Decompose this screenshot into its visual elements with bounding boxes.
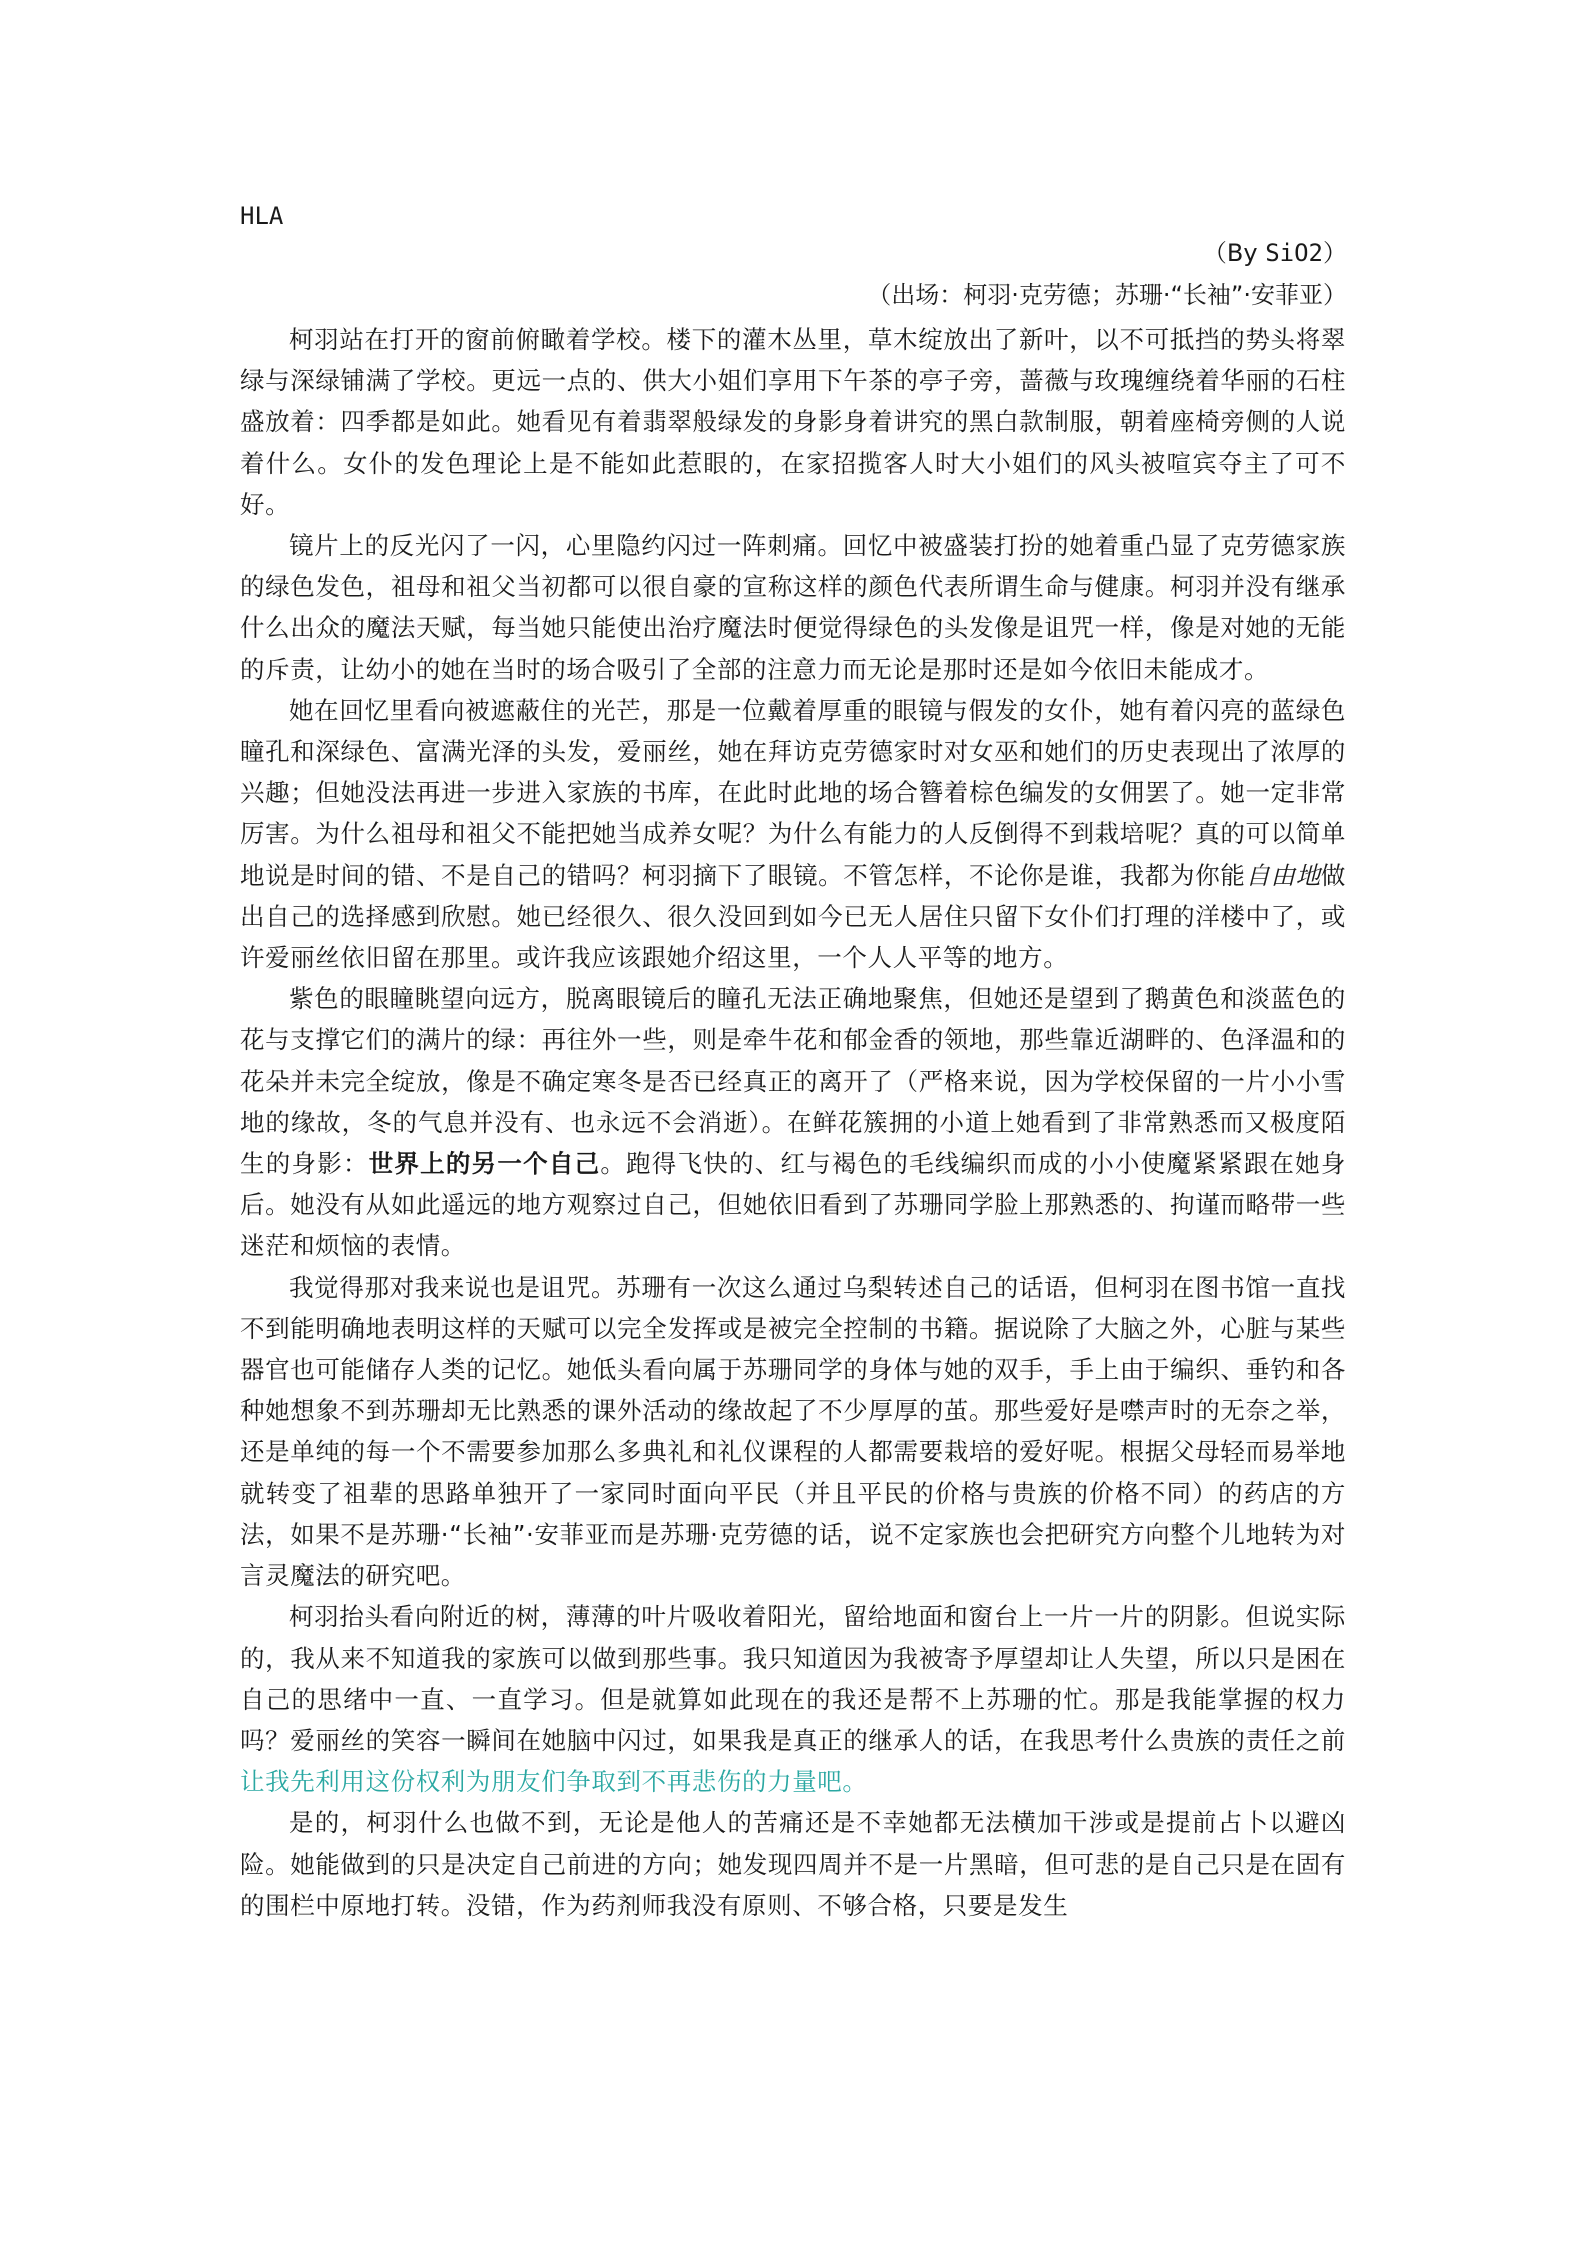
paragraph-1: 柯羽站在打开的窗前俯瞰着学校。楼下的灌木丛里，草木绽放出了新叶，以不可抵挡的势头将翠绿与深绿铺满了学校。更远一点的、供大小姐们享用下午茶的亭子旁，蔷薇与玫瑰缠绕着华丽的石柱盛放着：四季都是如此。她看见有着翡翠般绿发的身影身着讲究的黑白款制服，朝着座椅旁侧的人说着什么。女仆的发色理论上是不能如此惹眼的，在家招揽客人时大小姐们的风头被喧宾夺主了可不好。 <box>240 325 1346 519</box>
paragraph-4-text-before: 紫色的眼瞳眺望向远方，脱离眼镜后的瞳孔无法正确地聚焦，但她还是望到了鹅黄色和淡蓝色的花与支撑它们的满片的绿：再往外一些，则是牵牛花和郁金香的领地，那些靠近湖畔的、色泽温和的花朵并未完全绽放，像是不确定寒冬是否已经真正的离开了（严格来说，因为学校保留的一片小小雪地的缘故，冬的气息并没有、也永远不会消逝）。在鲜花簇拥的小道上她看到了非常熟悉而又极度陌生的身影： <box>240 984 1346 1179</box>
byline-close: ） <box>1323 239 1347 267</box>
paragraph-6 <box>240 1596 1346 1802</box>
document-title: HLA <box>240 202 284 230</box>
story-body <box>240 319 1346 1926</box>
paragraph-3-text-before: 她在回忆里看向被遮蔽住的光芒，那是一位戴着厚重的眼镜与假发的女仆，她有着闪亮的蓝绿色瞳孔和深绿色、富满光泽的头发，爱丽丝，她在拜访克劳德家时对女巫和她们的历史表现出了浓厚的兴趣；但她没法再进一步进入家族的书库，在此时此地的场合簪着棕色编发的女佣罢了。她一定非常厉害。为什么祖母和祖父不能把她当成养女呢？为什么有能力的人反倒得不到栽培呢？真的可以简单地说是时间的错、不是自己的错吗？柯羽摘下了眼镜。不管怎样，不论你是谁，我都为你能 <box>240 695 1346 890</box>
paragraph-3 <box>240 690 1346 978</box>
paragraph-4-bold-phrase: 世界上的另一个自己 <box>368 1149 601 1179</box>
paragraph-3-italic-phrase: 自由地 <box>1245 860 1321 890</box>
paragraph-5: 我觉得那对我来说也是诅咒。苏珊有一次这么通过乌梨转述自己的话语，但柯羽在图书馆一直找不到能明确地表明这样的天赋可以完全发挥或是被完全控制的书籍。据说除了大脑之外，心脏与某些器官也可能储存人类的记忆。她低头看向属于苏珊同学的身体与她的双手，手上由于编织、垂钓和各种她想象不到苏珊却无比熟悉的课外活动的缘故起了不少厚厚的茧。那些爱好是噤声时的无奈之举，还是单纯的每一个不需要参加那么多典礼和礼仪课程的人都需要栽培的爱好呢。根据父母轻而易举地就转变了祖辈的思路单独开了一家同时面向平民（并且平民的价格与贵族的价格不同）的药店的方法，如果不是苏珊·“长袖”·安菲亚而是苏珊·克劳德的话，说不定家族也会把研究方向整个儿地转为对言灵魔法的研究吧。 <box>240 1272 1346 1591</box>
paragraph-6-highlight-phrase: 让我先利用这份权利为朋友们争取到不再悲伤的力量吧。 <box>240 1767 868 1797</box>
author-byline <box>1203 237 1347 269</box>
byline-open: （By <box>1202 239 1266 267</box>
paragraph-3-text-after: 做出自己的选择感到欣慰。她已经很久、很久没回到如今已无人居住只留下女仆们打理的洋楼中了，或许爱丽丝依旧留在那里。或许我应该跟她介绍这里，一个人人平等的地方。 <box>240 860 1346 973</box>
cast-list: （出场：柯羽·克劳德；苏珊·“长袖”·安菲亚） <box>867 281 1347 309</box>
paragraph-6-text-before: 柯羽抬头看向附近的树，薄薄的叶片吸收着阳光，留给地面和窗台上一片一片的阴影。但说实际的，我从来不知道我的家族可以做到那些事。我只知道因为我被寄予厚望却让人失望，所以只是困在自己的思绪中一直、一直学习。但是就算如此现在的我还是帮不上苏珊的忙。那是我能掌握的权力吗？爱丽丝的笑容一瞬间在她脑中闪过，如果我是真正的继承人的话，在我思考什么贵族的责任之前 <box>240 1602 1346 1755</box>
paragraph-4-text-after: 。跑得飞快的、红与褐色的毛线编织而成的小小使魔紧紧跟在她身后。她没有从如此遥远的地方观察过自己，但她依旧看到了苏珊同学脸上那熟悉的、拘谨而略带一些迷茫和烦恼的表情。 <box>240 1149 1347 1261</box>
paragraph-4 <box>240 978 1346 1266</box>
paragraph-7: 是的，柯羽什么也做不到，无论是他人的苦痛还是不幸她都无法横加干涉或是提前占卜以避凶险。她能做到的只是决定自己前进的方向；她发现四周并不是一片黑暗，但可悲的是自己只是在固有的围栏中原地打转。没错，作为药剂师我没有原则、不够合格，只要是发生 <box>240 1808 1346 1920</box>
paragraph-2: 镜片上的反光闪了一闪，心里隐约闪过一阵刺痛。回忆中被盛装打扮的她着重凸显了克劳德家族的绿色发色，祖母和祖父当初都可以很自豪的宣称这样的颜色代表所谓生命与健康。柯羽并没有继承什么出众的魔法天赋，每当她只能使出治疗魔法时便觉得绿色的头发像是诅咒一样，像是对她的无能的斥责，让幼小的她在当时的场合吸引了全部的注意力而无论是那时还是如今依旧未能成才。 <box>240 531 1346 684</box>
author-name: SiO2 <box>1265 239 1323 267</box>
